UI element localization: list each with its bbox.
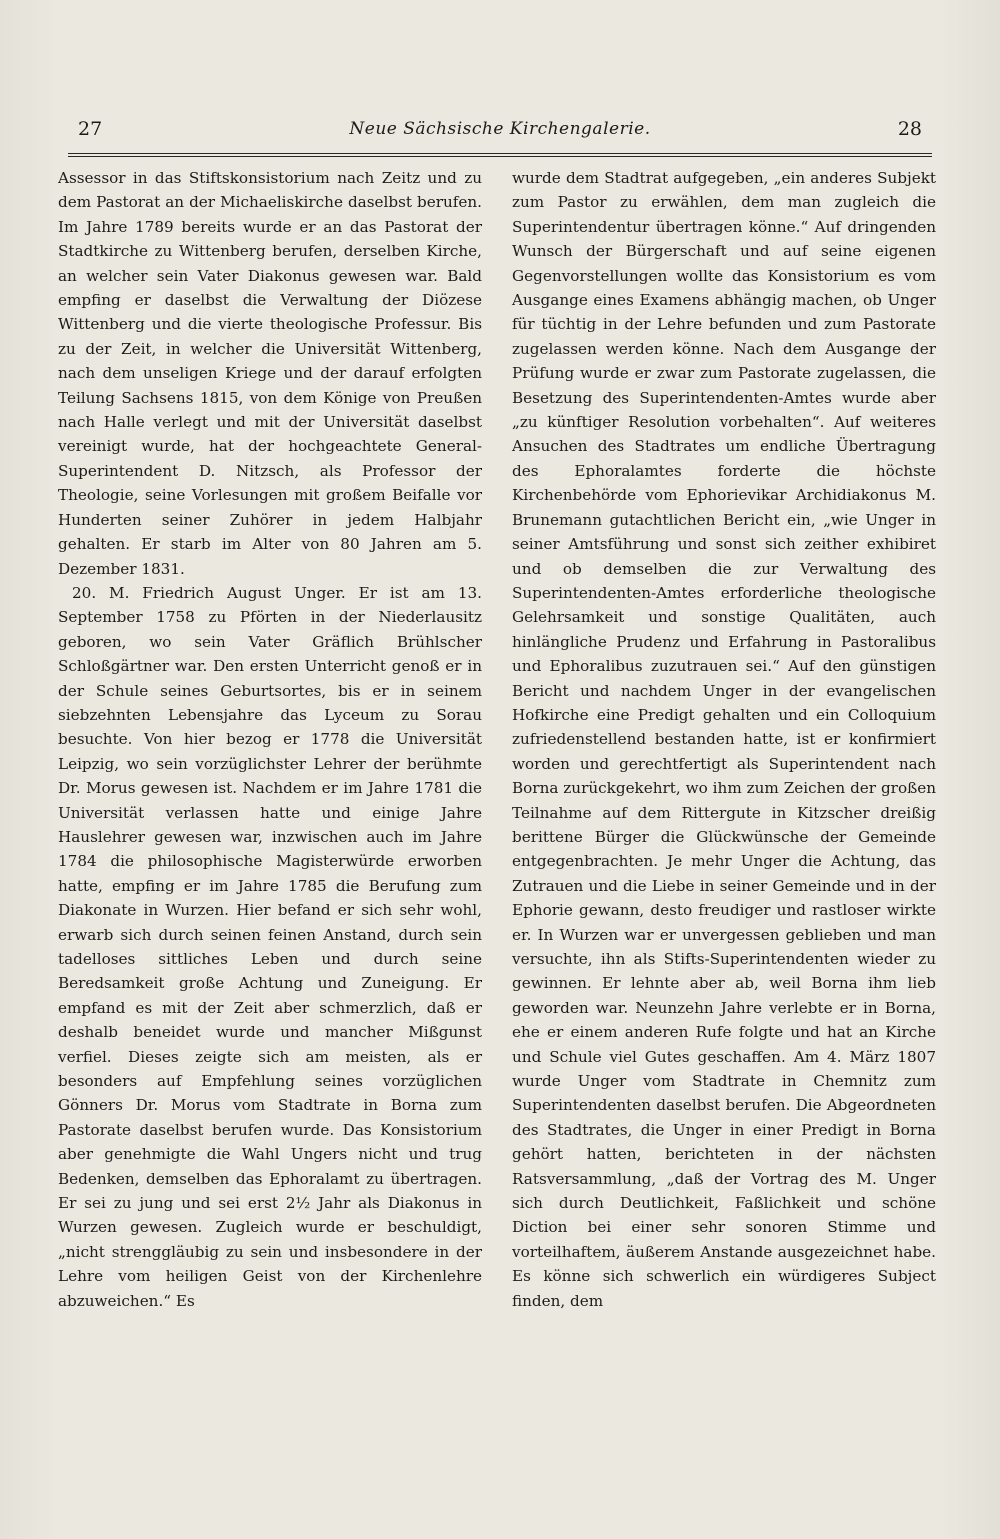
running-header	[78, 118, 922, 152]
running-title: Neue Sächsische Kirchengalerie.	[349, 119, 651, 139]
paragraph: wurde dem Stadtrat aufgegeben, „ein anderes Subjekt zum Pastor zu erwählen, dem man zugleich die Superintendentur übertragen könne.“ Auf dringenden Wunsch der Bürgerschaft und auf seine eigenen Gegenvorstellungen wollte das Konsistorium es vom Ausgange eines Examens abhängig machen, ob Unger für tüchtig in der Lehre befunden und zum Pastorate zugelassen werden könne. Nach dem Ausgange der Prüfung wurde er zwar zum Pastorate zugelassen, die Besetzung des Superintendenten-Amtes wurde aber „zu künftiger Resolution vorbehalten“. Auf weiteres Ansuchen des Stadtrates um endliche Übertragung des Ephoralamtes forderte die höchste Kirchenbehörde vom Ephorievikar Archidiakonus M. Brunemann gutachtlichen Bericht ein, „wie Unger in seiner Amtsführung und sonst sich zeither exhibiret und ob demselben die zur Verwaltung des Superintendenten-Amtes erforderliche theologische Gelehrsamkeit und sonstige Qualitäten, auch hinlängliche Prudenz und Erfahrung in Pastoralibus und Ephoralibus zuzutrauen sei.“ Auf den günstigen Bericht und nachdem Unger in der evangelischen Hofkirche eine Predigt gehalten und ein Colloquium zufriedenstellend bestanden hatte, ist er konfirmiert worden und gerechtfertigt als Superintendent nach Borna zurückgekehrt, wo ihm zum Zeichen der großen Teilnahme auf dem Rittergute in Kitzscher dreißig berittene Bürger die Glückwünsche der Gemeinde entgegenbrachten. Je mehr Unger die Achtung, das Zutrauen und die Liebe in seiner Gemeinde und in der Ephorie gewann, desto freudiger und rastloser wirkte er. In Wurzen war er unvergessen geblieben und man versuchte, ihn als Stifts-Superintendenten wieder zu gewinnen. Er lehnte aber ab, weil Borna ihm lieb geworden war. Neunzehn Jahre verlebte er in Borna, ehe er einem anderen Rufe folgte und hat an Kirche und Schule viel Gutes geschaffen. Am 4. März 1807 wurde Unger vom Stadtrate in Chemnitz zum Superintendenten daselbst berufen. Die Abgeordneten des Stadtrates, die Unger in einer Predigt in Borna gehört hatten, berichteten in der nächsten Ratsversammlung, „daß der Vortrag des M. Unger sich durch Deutlichkeit, Faßlichkeit und schöne Diction bei einer sehr sonoren Stimme und vorteilhaftem, äußerem Anstande ausgezeichnet habe. Es könne sich schwerlich ein würdigeres Subject finden, dem	[512, 169, 936, 1310]
header-rule	[68, 153, 932, 157]
right-column	[512, 166, 936, 1313]
paragraph: 20. M. Friedrich August Unger. Er ist am 13. September 1758 zu Pförten in der Niederlausitz geboren, wo sein Vater Gräflich Brühlscher Schloßgärtner war. Den ersten Unterricht genoß er in der Schule seines Geburtsortes, bis er in seinem siebzehnten Lebensjahre das Lyceum zu Sorau besuchte. Von hier bezog er 1778 die Universität Leipzig, wo sein vorzüglichster Lehrer der berühmte Dr. Morus gewesen ist. Nachdem er im Jahre 1781 die Universität verlassen hatte und einige Jahre Hauslehrer gewesen war, inzwischen auch im Jahre 1784 die philosophische Magisterwürde erworben hatte, empfing er im Jahre 1785 die Berufung zum Diakonate in Wurzen. Hier befand er sich sehr wohl, erwarb sich durch seinen feinen Anstand, durch sein tadelloses sittliches Leben und durch seine Beredsamkeit große Achtung und Zuneigung. Er empfand es mit der Zeit aber schmerzlich, daß er deshalb beneidet wurde und mancher Mißgunst verfiel. Dieses zeigte sich am meisten, als er besonders auf Empfehlung seines vorzüglichen Gönners Dr. Morus vom Stadtrate in Borna zum Pastorate daselbst berufen wurde. Das Konsistorium aber genehmigte die Wahl Ungers nicht und trug Bedenken, demselben das Ephoralamt zu übertragen. Er sei zu jung und sei erst 2½ Jahr als Diakonus in Wurzen gewesen. Zugleich wurde er beschuldigt, „nicht strenggläubig zu sein und insbesondere in der Lehre vom heiligen Geist von der Kirchenlehre abzuweichen.“ Es	[58, 583, 482, 1310]
page-number-left: 27	[78, 118, 103, 140]
page-number-right: 28	[897, 118, 922, 140]
paragraph: Assessor in das Stiftskonsistorium nach Zeitz und zu dem Pastorat an der Michaeliskirche daselbst berufen. Im Jahre 1789 bereits wurde er an das Pastorat der Stadtkirche zu Wittenberg berufen, derselben Kirche, an welcher sein Vater Diakonus gewesen war. Bald empfing er daselbst die Verwaltung der Diözese Wittenberg und die vierte theologische Professur. Bis zu der Zeit, in welcher die Universität Wittenberg, nach dem unseligen Kriege und der darauf erfolgten Teilung Sachsens 1815, von dem Könige von Preußen nach Halle verlegt und mit der Universität daselbst vereinigt wurde, hat der hochgeachtete General-Superintendent D. Nitzsch, als Professor der Theologie, seine Vorlesungen mit großem Beifalle vor Hunderten seiner Zuhörer in jedem Halbjahr gehalten. Er starb im Alter von 80 Jahren am 5. Dezember 1831.	[58, 169, 482, 578]
left-column	[58, 166, 482, 1313]
